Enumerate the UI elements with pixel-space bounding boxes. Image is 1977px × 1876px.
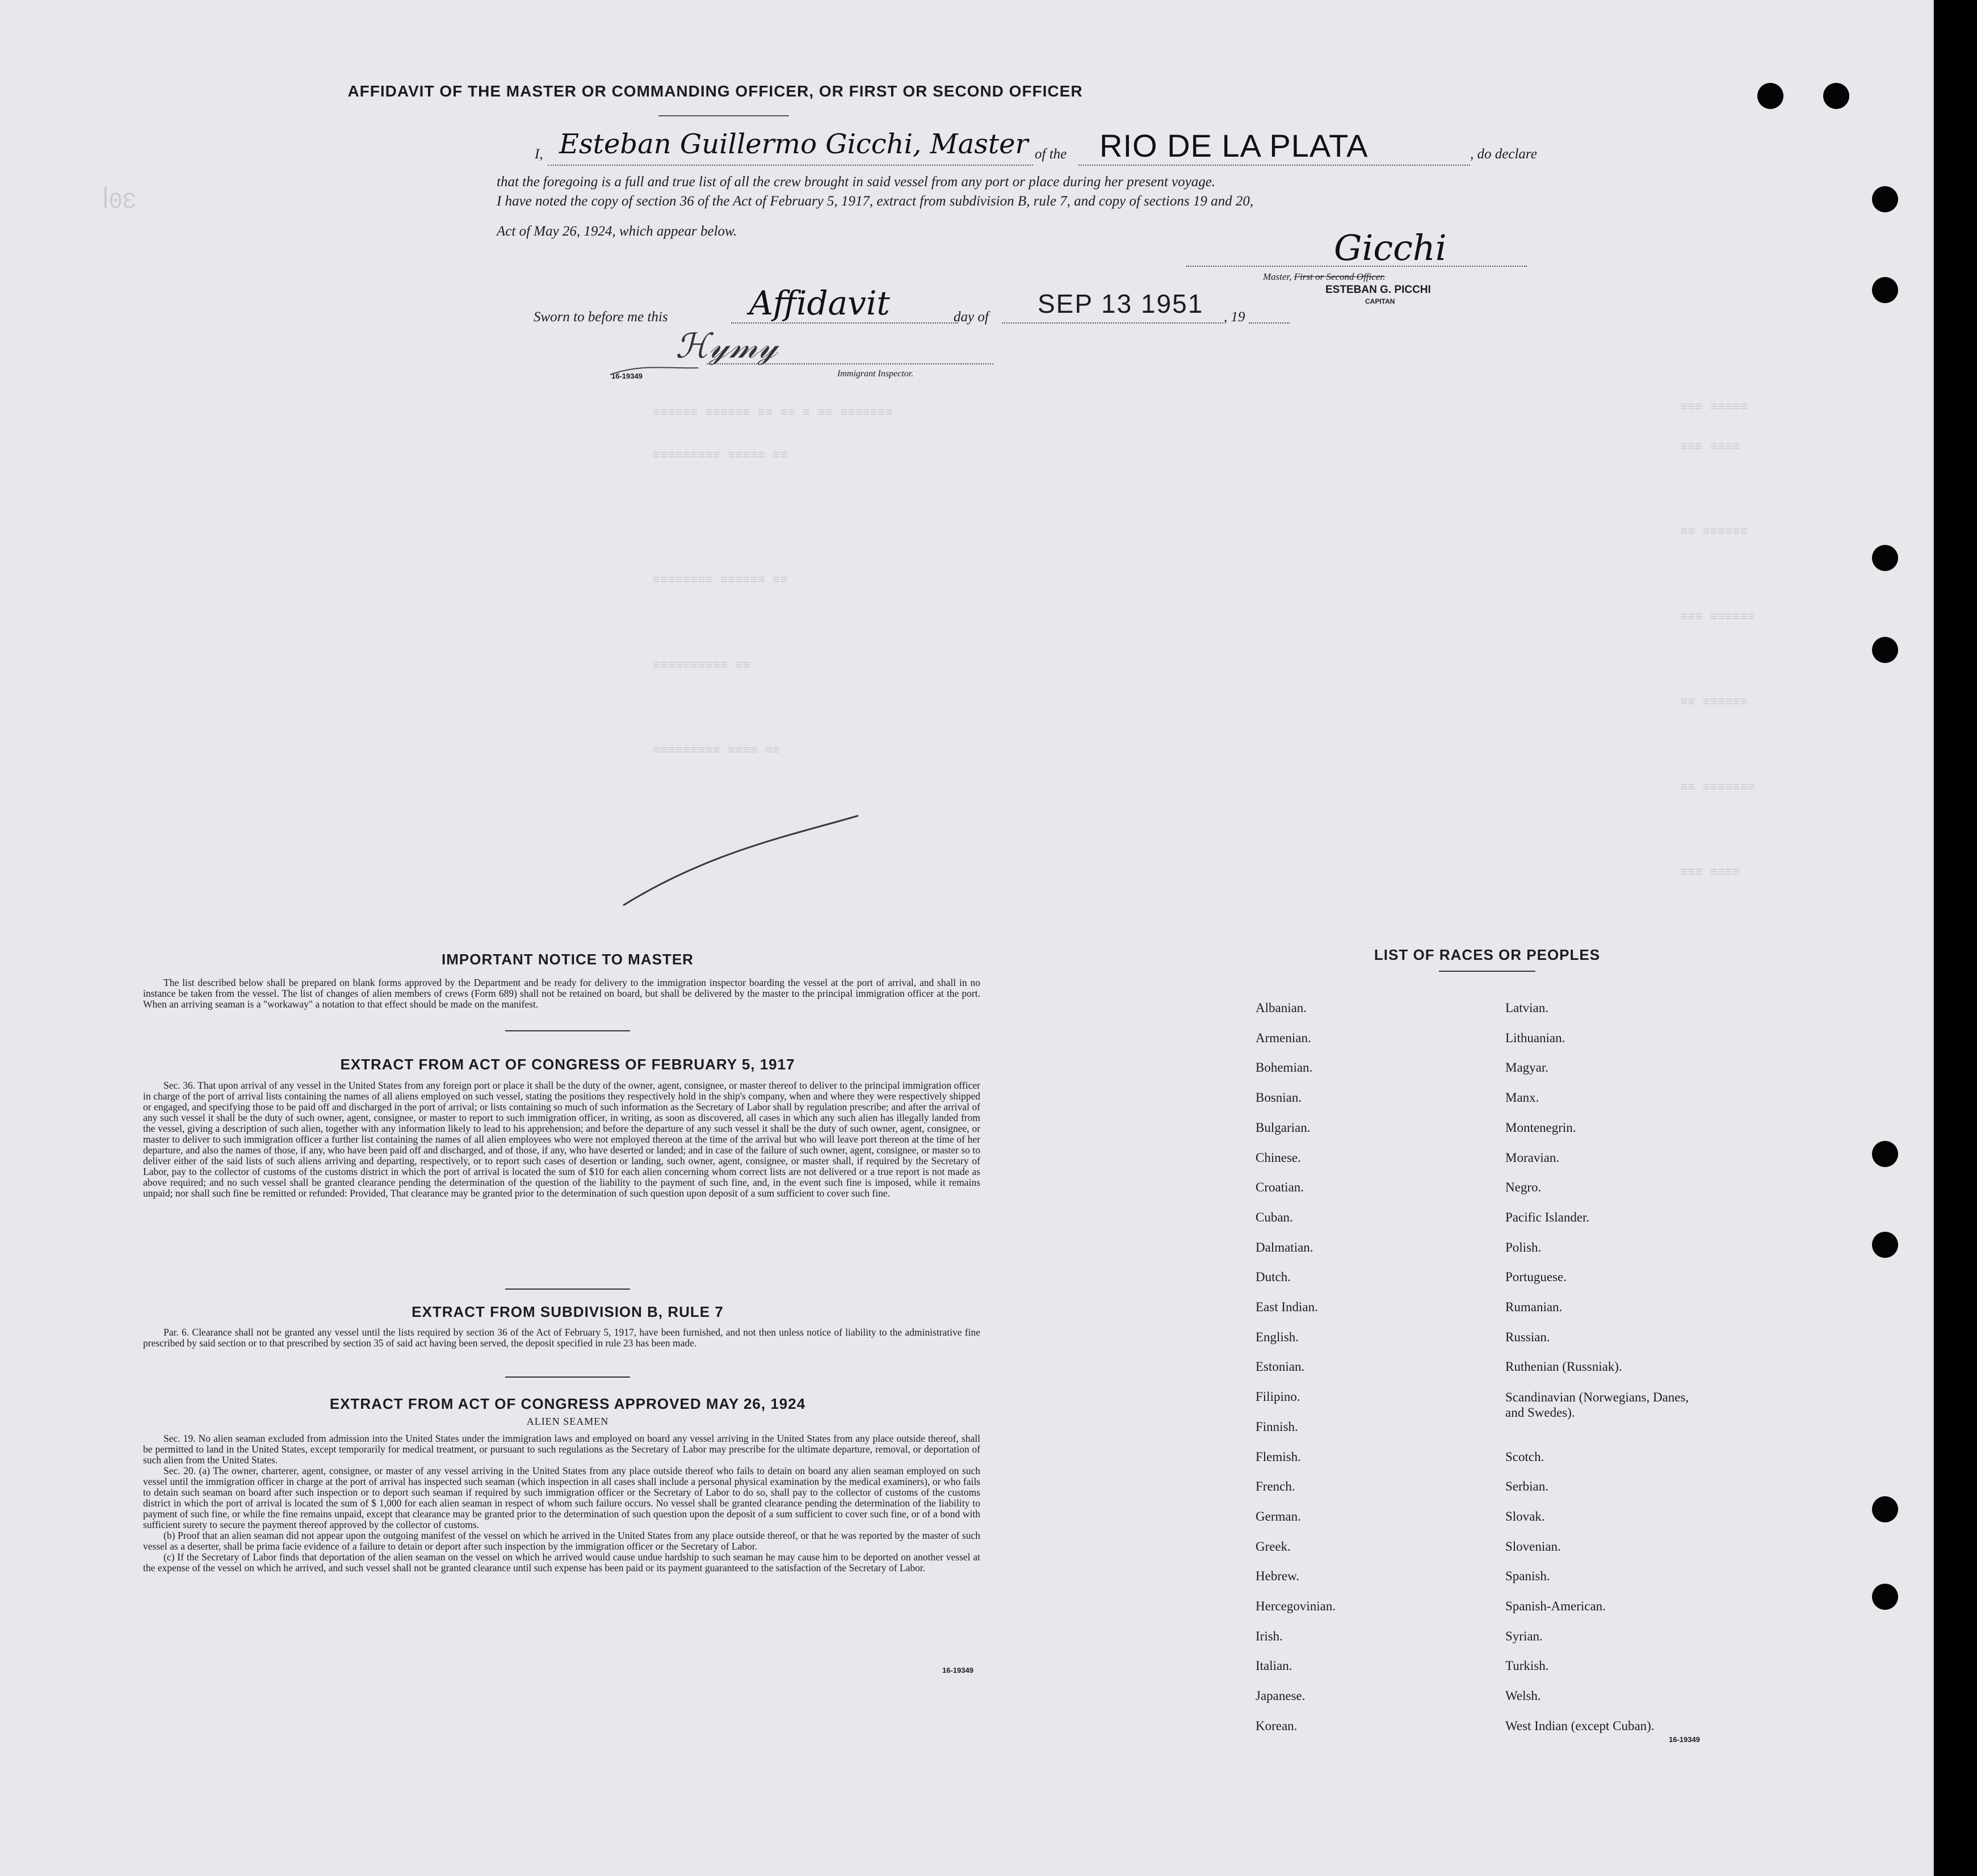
race-item: Spanish-American. — [1505, 1599, 1606, 1613]
declaration-line-4: Act of May 26, 1924, which appear below. — [497, 224, 737, 239]
form-number-races: 16-19349 — [1669, 1735, 1700, 1744]
race-item: Moravian. — [1505, 1150, 1560, 1165]
race-item: English. — [1256, 1329, 1299, 1344]
races-heading: LIST OF RACES OR PEOPLES — [1374, 946, 1601, 963]
section-20b-text: (b) Proof that an alien seaman did not appear upon the outgoing manifest of the vessel on which he arrived in the United States from any place outside thereof, or that he was reported by the master of such vessel as a deserter, shall be prima facie evidence of a failure to detain or deport after such inspection by the immigration officer or the Secretary of Labor. — [143, 1530, 980, 1552]
show-through-text: ꟾ0Ɛ — [102, 190, 136, 215]
race-item: Negro. — [1505, 1180, 1542, 1195]
declarant-name-handwritten: Esteban Guillermo Gicchi, Master — [559, 128, 1029, 160]
show-through-text: ≡≡≡≡≡≡≡≡≡ ≡≡≡≡ ≡≡ — [653, 744, 780, 758]
captain-stamp-name: ESTEBAN G. PICCHI — [1325, 284, 1431, 296]
declaration-line-3: I have noted the copy of section 36 of the Act of February 5, 1917, extract from subdivision B, rule 7, and copy of sections 19 and 20, — [497, 194, 1254, 209]
race-item: Spanish. — [1505, 1569, 1550, 1584]
race-item: Scotch. — [1505, 1449, 1544, 1464]
notice-text: The list described below shall be prepared on blank forms approved by the Department and be ready for delivery to the immigration inspector boarding the vessel at the port of arrival, and shall in no instance be taken from the vessel. The list of changes of alien members of crews (Form 689) shall not be retained on board, but shall be delivered by the master to the principal immigration officer at the port. When an arriving seaman is a "workaway" a notation to that effect should be made on the manifest. — [143, 977, 980, 1010]
show-through-text: ≡≡ ≡≡≡≡≡≡ — [1680, 525, 1748, 539]
race-item: Lithuanian. — [1505, 1030, 1565, 1045]
race-item: Welsh. — [1505, 1689, 1541, 1703]
section-20a-text: Sec. 20. (a) The owner, charterer, agent, consignee, or master of any vessel arriving in the United States from any place outside thereof who fails to detain on board any alien seaman employed on such vessel until the immigration officer in charge at the port of arrival has inspected such seaman (which inspection in all cases shall include a personal physical examination by the medical examiners), or who fails to detain such seaman on board after such inspection or to deport such seaman if required by such immigration officer or the Secretary of Labor to do so, shall pay to the collector of customs of the customs district in which the port of arrival is located the sum of $ 1,000 for each alien seaman in respect of whom such failure occurs. No vessel shall be granted clearance pending the determination of the liability to payment of such fine, or while the fine remains unpaid, except that clearance may be granted prior to the determination of such question upon the deposit of a sum sufficient to cover such fine, or of a bond with sufficient surety to secure the payment thereof approved by the collector of customs. — [143, 1465, 980, 1530]
race-item: Bohemian. — [1256, 1060, 1313, 1075]
race-item: Chinese. — [1256, 1150, 1301, 1165]
alien-seamen-subheading: ALIEN SEAMEN — [526, 1416, 609, 1427]
race-item: Latvian. — [1505, 1001, 1548, 1015]
race-item: Irish. — [1256, 1629, 1283, 1643]
master-caption-label: Master, — [1263, 271, 1292, 282]
show-through-text: ≡≡≡≡≡≡ ≡≡≡≡≡≡ ≡≡ ≡≡ ≡ ≡≡ ≡≡≡≡≡≡≡ — [653, 406, 893, 420]
race-item: Turkish. — [1505, 1659, 1549, 1673]
sworn-day-handwritten: Affidavit — [749, 284, 890, 322]
of-the-label: of the — [1035, 146, 1067, 162]
race-item: Slovenian. — [1505, 1539, 1561, 1554]
race-item: Syrian. — [1505, 1629, 1543, 1643]
race-item: Pacific Islander. — [1505, 1210, 1590, 1224]
show-through-text: ≡≡ ≡≡≡≡≡≡≡ — [1680, 780, 1756, 795]
race-item: German. — [1256, 1509, 1301, 1524]
extract-1917-text: Sec. 36. That upon arrival of any vessel in the United States from any foreign port or place it shall be the duty of the owner, agent, consignee, or master thereof to deliver to the principal immigration officer in charge of the port of arrival lists containing the names of all aliens employed on such vessel, stating the positions they respectively hold in the ship's company, when and where they were respectively shipped or engaged, and specifying those to be paid off and discharged in the port of arrival; or lists containing so much of such information as the Secretary of Labor shall by regulation prescribe; and after the arrival of any such vessel it shall be the duty of such owner, agent, consignee, or master to report to such immigration officer, in writing, as soon as discovered, all cases in which any such alien has illegally landed from the vessel, giving a description of such alien, together with any information likely to lead to his apprehension; and before the departure of any such vessel it shall be the duty of such owner, agent, consignee, or master to deliver to such immigration officer a further list containing the names of all alien employees who were not employed thereon at the time of the arrival but who will leave port thereon at the time of her departure, and also the names of those, if any, who have been paid off and discharged, and of those, if any, who have deserted or landed; and in case of the failure of such owner, agent, consignee, or master so to deliver either of the said lists of such aliens arriving and departing, respectively, or to report such cases of desertion or landing, such owner, agent, consignee, or master shall, if required by the Secretary of Labor, pay to the collector of customs of the customs district in which the port of arrival is located the sum of $10 for each alien concerning whom correct lists are not delivered or a true report is not made as above required; and no such vessel shall be granted clearance pending the determination of the question of the liability to the payment of such fine, and, in the event such fine is imposed, while it remains unpaid; nor shall such fine be remitted or refunded: Provided, That clearance may be granted prior to the determination of such question upon deposit of a sum sufficient to cover such fine. — [143, 1080, 980, 1199]
declaration-prefix: I, — [535, 146, 543, 162]
show-through-text: ≡≡≡ ≡≡≡≡≡ — [1680, 400, 1748, 414]
race-item: Manx. — [1505, 1090, 1539, 1105]
race-item: Croatian. — [1256, 1180, 1304, 1195]
day-of-label: day of — [954, 309, 989, 325]
sworn-date-stamp: SEP 13 1951 — [1038, 289, 1204, 318]
section-rule — [505, 1376, 630, 1378]
race-item: Dalmatian. — [1256, 1240, 1313, 1254]
races-rule — [1439, 971, 1535, 972]
section-20c-text: (c) If the Secretary of Labor finds that deportation of the alien seaman on the vessel on which he arrived would cause undue hardship to such seaman he may cause him to be deported on another vessel at the expense of the vessel on which he arrived, and such vessel shall not be granted clearance until such expense has been paid or its payment guaranteed to the satisfaction of the Secretary of Labor. — [143, 1551, 980, 1573]
do-declare: , do declare — [1470, 146, 1537, 162]
race-item: Portuguese. — [1505, 1270, 1567, 1285]
rule-7-heading: EXTRACT FROM SUBDIVISION B, RULE 7 — [412, 1303, 724, 1320]
race-item: Montenegrin. — [1505, 1120, 1576, 1135]
rule-7-text: Par. 6. Clearance shall not be granted any vessel until the lists required by section 36 of the Act of February 5, 1917, have been furnished, and not then unless notice of liability to the administrative fine prescribed by said section or to that prescribed by section 35 of said act having been served, the deposit specified in rule 23 has been made. — [143, 1327, 980, 1349]
race-item: Filipino. — [1256, 1390, 1300, 1404]
show-through-text: ≡≡≡ ≡≡≡≡ — [1680, 866, 1740, 880]
race-item: Korean. — [1256, 1718, 1298, 1733]
year-prefix: , 19 — [1224, 309, 1245, 325]
inspector-caption: Immigrant Inspector. — [837, 369, 914, 379]
race-item: Armenian. — [1256, 1030, 1311, 1045]
affidavit-title: AFFIDAVIT OF THE MASTER OR COMMANDING OFFICER, OR FIRST OR SECOND OFFICER — [347, 82, 1083, 100]
race-item: Magyar. — [1505, 1060, 1549, 1075]
race-item: Finnish. — [1256, 1419, 1298, 1434]
struck-officer-caption: First or Second Officer. — [1294, 271, 1386, 282]
section-19-text: Sec. 19. No alien seaman excluded from admission into the United States under the immigration laws and employed on board any vessel arriving in the United States from any place outside thereof, shall be permitted to land in the United States, except temporarily for medical treatment, or pursuant to such regulations as the Secretary of Labor may prescribe for the ultimate departure, removal, or deportation of such alien from the United States. — [143, 1433, 980, 1466]
notice-heading: IMPORTANT NOTICE TO MASTER — [442, 951, 694, 968]
race-item: Serbian. — [1505, 1479, 1549, 1494]
race-item: West Indian (except Cuban). — [1505, 1718, 1655, 1733]
race-item: Rumanian. — [1505, 1300, 1563, 1314]
race-item: Estonian. — [1256, 1359, 1305, 1374]
section-rule — [505, 1030, 630, 1031]
section-rule — [505, 1289, 630, 1290]
show-through-text: ≡≡≡≡≡≡≡≡≡≡ ≡≡ — [653, 658, 750, 673]
race-item: Hebrew. — [1256, 1569, 1300, 1584]
race-item: Japanese. — [1256, 1689, 1306, 1703]
show-through-text: ≡≡ ≡≡≡≡≡≡ — [1680, 695, 1748, 710]
show-through-text: ≡≡≡ ≡≡≡≡≡≡ — [1680, 610, 1756, 624]
race-item: Polish. — [1505, 1240, 1542, 1254]
form-number-notice: 16-19349 — [942, 1666, 973, 1674]
race-item: Albanian. — [1256, 1001, 1307, 1015]
show-through-text: ≡≡≡≡≡≡≡≡≡ ≡≡≡≡≡ ≡≡ — [653, 448, 788, 463]
race-item: Dutch. — [1256, 1270, 1291, 1285]
race-item: French. — [1256, 1479, 1295, 1494]
race-item: Flemish. — [1256, 1449, 1301, 1464]
extract-1924-heading: EXTRACT FROM ACT OF CONGRESS APPROVED MAY 26, 1924 — [329, 1395, 806, 1412]
race-item: Slovak. — [1505, 1509, 1545, 1524]
inspector-signature: ℋ𝓎𝓂𝓎 — [675, 326, 778, 366]
form-number: 16-19349 — [611, 372, 643, 380]
show-through-text: ≡≡≡ ≡≡≡≡ — [1680, 440, 1740, 454]
race-item: Cuban. — [1256, 1210, 1293, 1224]
race-item: East Indian. — [1256, 1300, 1318, 1314]
vessel-name: RIO DE LA PLATA — [1099, 128, 1369, 163]
race-item: Ruthenian (Russniak). — [1505, 1359, 1622, 1374]
race-item: Greek. — [1256, 1539, 1291, 1554]
race-item: Scandinavian (Norwegians, Danes, and Swedes). — [1505, 1390, 1689, 1420]
extract-1917-heading: EXTRACT FROM ACT OF CONGRESS OF FEBRUARY 5, 1917 — [340, 1056, 795, 1073]
race-item: Russian. — [1505, 1329, 1550, 1344]
declaration-line-2: that the foregoing is a full and true list of all the crew brought in said vessel from any port or place during her present voyage. — [497, 174, 1216, 190]
race-item: Italian. — [1256, 1659, 1292, 1673]
extract-1924-body — [143, 1433, 980, 1573]
race-item: Bosnian. — [1256, 1090, 1302, 1105]
race-item: Bulgarian. — [1256, 1120, 1311, 1135]
race-item: Hercegovinian. — [1256, 1599, 1336, 1613]
show-through-text: ≡≡≡≡≡≡≡≡ ≡≡≡≡≡≡ ≡≡ — [653, 573, 788, 587]
captain-stamp-title: CAPITAN — [1365, 297, 1395, 305]
sworn-prefix: Sworn to before me this — [534, 309, 668, 325]
master-signature: Gicchi — [1334, 227, 1447, 268]
